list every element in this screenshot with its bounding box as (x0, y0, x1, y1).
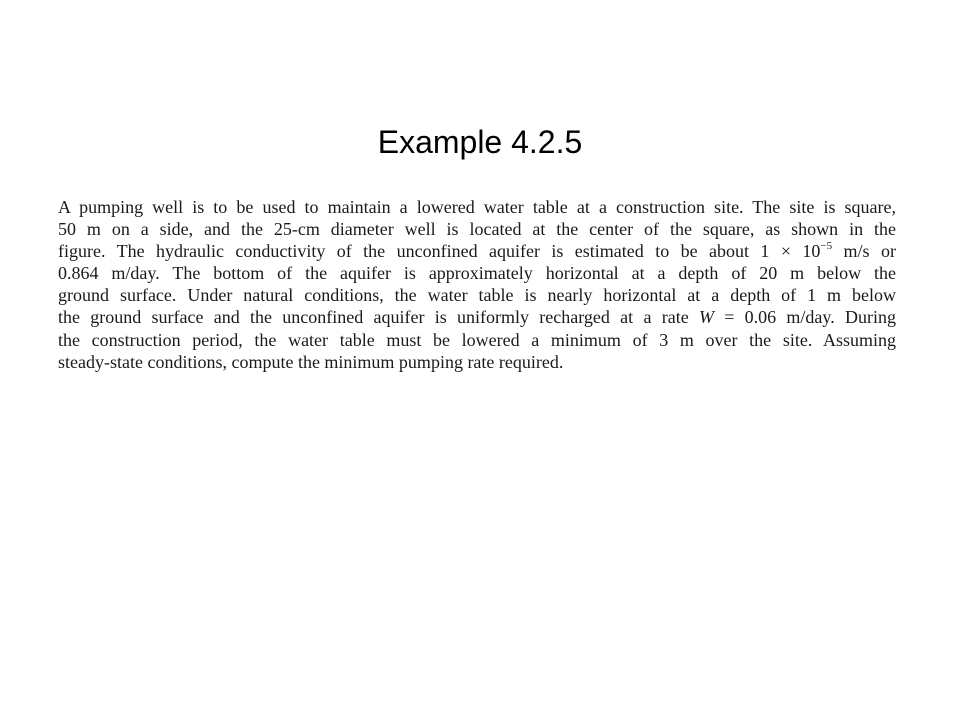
problem-line-2: 50 m on a side, and the 25-cm diameter well is located at the center of the square, as shown in the (58, 219, 896, 240)
recharge-value: = 0.06 m/day. During (713, 307, 897, 328)
slide-title: Example 4.2.5 (377, 124, 583, 160)
problem-line-5: ground surface. Under natural conditions, the water table is nearly horizontal at a depth of 1 m below (58, 285, 896, 306)
problem-line-3 (58, 240, 896, 262)
recharge-text: the ground surface and the unconfined aquifer is uniformly recharged at a rate (58, 307, 699, 328)
conductivity-unit: m/s or (832, 241, 896, 262)
problem-line-7: the construction period, the water table must be lowered a minimum of 3 m over the site. Assuming (58, 329, 896, 350)
problem-line-4: 0.864 m/day. The bottom of the aquifer is approximately horizontal at a depth of 20 m below the (58, 263, 896, 284)
problem-line-6 (58, 306, 896, 328)
conductivity-text: figure. The hydraulic conductivity of the unconfined aquifer is estimated to be about 1 × 10 (58, 241, 821, 262)
recharge-variable: W (698, 307, 714, 328)
problem-statement (58, 196, 896, 373)
exponent: −5 (820, 240, 833, 253)
problem-line-1: A pumping well is to be used to maintain a lowered water table at a construction site. The site is square, (58, 197, 896, 217)
problem-line-8: steady-state conditions, compute the minimum pumping rate required. (58, 351, 564, 372)
